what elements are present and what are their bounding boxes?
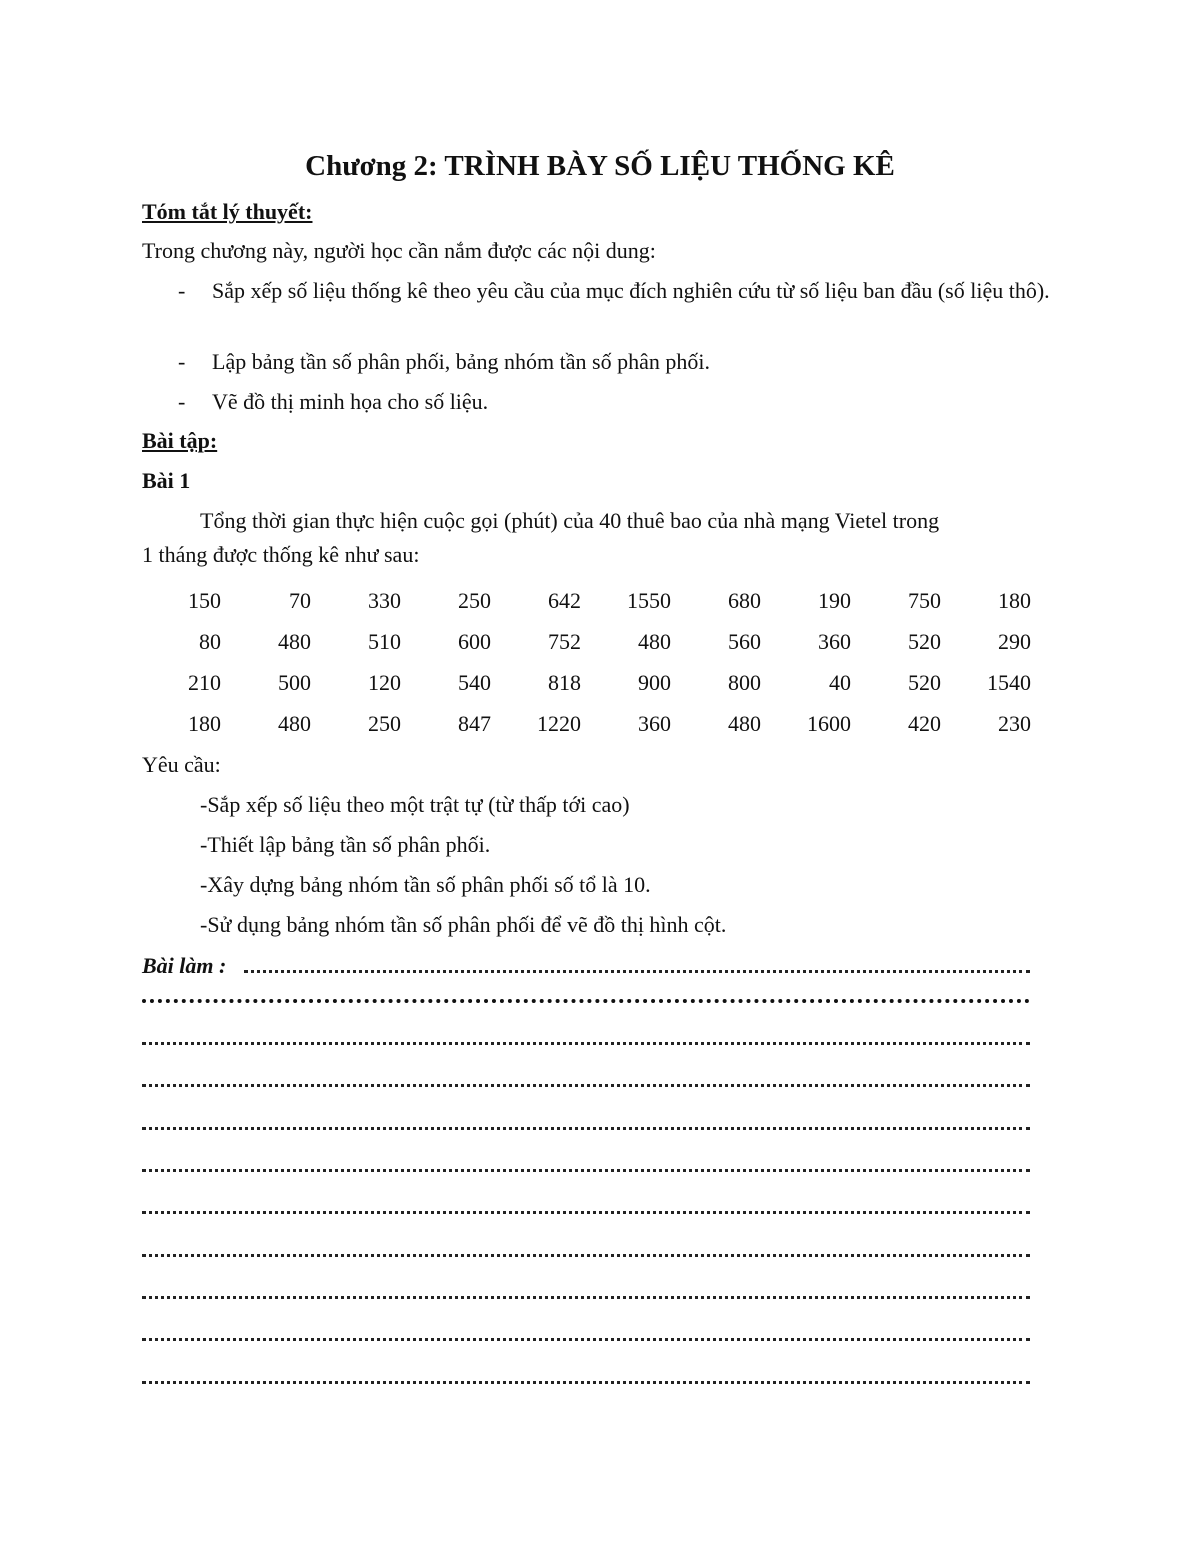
table-cell: 520: [908, 628, 941, 654]
table-cell: 360: [638, 710, 671, 736]
table-cell: 250: [368, 710, 401, 736]
requirement-item: -Sắp xếp số liệu theo một trật tự (từ thấp tới cao): [200, 792, 630, 817]
dotted-answer-line: [142, 995, 1030, 1003]
bullet-marker: -: [178, 349, 186, 374]
table-row: [150, 662, 1031, 703]
table-cell: 250: [458, 587, 491, 613]
dotted-answer-line: [244, 966, 1030, 973]
bullet-marker: -: [178, 389, 186, 414]
theory-bullet-item: Vẽ đồ thị minh họa cho số liệu.: [212, 389, 489, 414]
table-row: [150, 703, 1031, 744]
dotted-answer-line: [142, 1377, 1030, 1384]
dotted-answer-line: [142, 1207, 1030, 1214]
exercises-heading: Bài tập:: [142, 428, 218, 453]
table-cell: 180: [188, 710, 221, 736]
theory-bullet-item: Sắp xếp số liệu thống kê theo yêu cầu của mục đích nghiên cứu từ số liệu ban đầu (số liệu thô).: [212, 278, 1050, 303]
table-cell: 1600: [807, 710, 851, 736]
dotted-answer-line: [142, 1080, 1030, 1087]
table-cell: 680: [728, 587, 761, 613]
table-cell: 1540: [987, 669, 1031, 695]
table-row: [150, 580, 1031, 621]
exercise-description-line: 1 tháng được thống kê như sau:: [142, 542, 420, 567]
table-cell: 750: [908, 587, 941, 613]
table-cell: 600: [458, 628, 491, 654]
table-cell: 190: [818, 587, 851, 613]
table-cell: 642: [548, 587, 581, 613]
table-cell: 40: [829, 669, 851, 695]
exercise-description-line: Tổng thời gian thực hiện cuộc gọi (phút) của 40 thuê bao của nhà mạng Vietel trong: [200, 508, 940, 533]
table-cell: 360: [818, 628, 851, 654]
bullet-marker: -: [178, 278, 186, 303]
table-cell: 510: [368, 628, 401, 654]
table-cell: 480: [278, 628, 311, 654]
theory-bullet-item: Lập bảng tần số phân phối, bảng nhóm tần số phân phối.: [212, 349, 710, 374]
table-cell: 540: [458, 669, 491, 695]
table-cell: 420: [908, 710, 941, 736]
table-cell: 500: [278, 669, 311, 695]
table-cell: 560: [728, 628, 761, 654]
requirement-item: -Thiết lập bảng tần số phân phối.: [200, 832, 491, 857]
theory-heading: Tóm tắt lý thuyết:: [142, 199, 313, 224]
exercise-title: Bài 1: [142, 468, 191, 493]
table-cell: 800: [728, 669, 761, 695]
table-cell: 330: [368, 587, 401, 613]
call-duration-data-table: [150, 580, 1031, 744]
answer-label: Bài làm :: [142, 953, 227, 978]
theory-intro: Trong chương này, người học cần nắm được các nội dung:: [142, 238, 656, 263]
table-cell: 1220: [537, 710, 581, 736]
table-cell: 150: [188, 587, 221, 613]
table-cell: 230: [998, 710, 1031, 736]
table-cell: 480: [278, 710, 311, 736]
table-cell: 900: [638, 669, 671, 695]
dotted-answer-line: [142, 1292, 1030, 1299]
table-cell: 520: [908, 669, 941, 695]
requirement-item: -Sử dụng bảng nhóm tần số phân phối để vẽ đồ thị hình cột.: [200, 912, 727, 937]
table-cell: 1550: [627, 587, 671, 613]
table-cell: 847: [458, 710, 491, 736]
table-cell: 210: [188, 669, 221, 695]
dotted-answer-line: [142, 1250, 1030, 1257]
dotted-answer-line: [142, 1038, 1030, 1045]
table-cell: 818: [548, 669, 581, 695]
dotted-answer-line: [142, 1165, 1030, 1172]
table-cell: 70: [289, 587, 311, 613]
table-cell: 290: [998, 628, 1031, 654]
dotted-answer-line: [142, 1123, 1030, 1130]
table-cell: 180: [998, 587, 1031, 613]
page-title: Chương 2: TRÌNH BÀY SỐ LIỆU THỐNG KÊ: [305, 150, 895, 182]
dotted-answer-line: [142, 1334, 1030, 1341]
table-cell: 480: [728, 710, 761, 736]
table-row: [150, 621, 1031, 662]
table-cell: 120: [368, 669, 401, 695]
requirements-heading: Yêu cầu:: [142, 752, 221, 777]
table-cell: 480: [638, 628, 671, 654]
table-cell: 752: [548, 628, 581, 654]
requirement-item: -Xây dựng bảng nhóm tần số phân phối số tổ là 10.: [200, 872, 651, 897]
table-cell: 80: [199, 628, 221, 654]
